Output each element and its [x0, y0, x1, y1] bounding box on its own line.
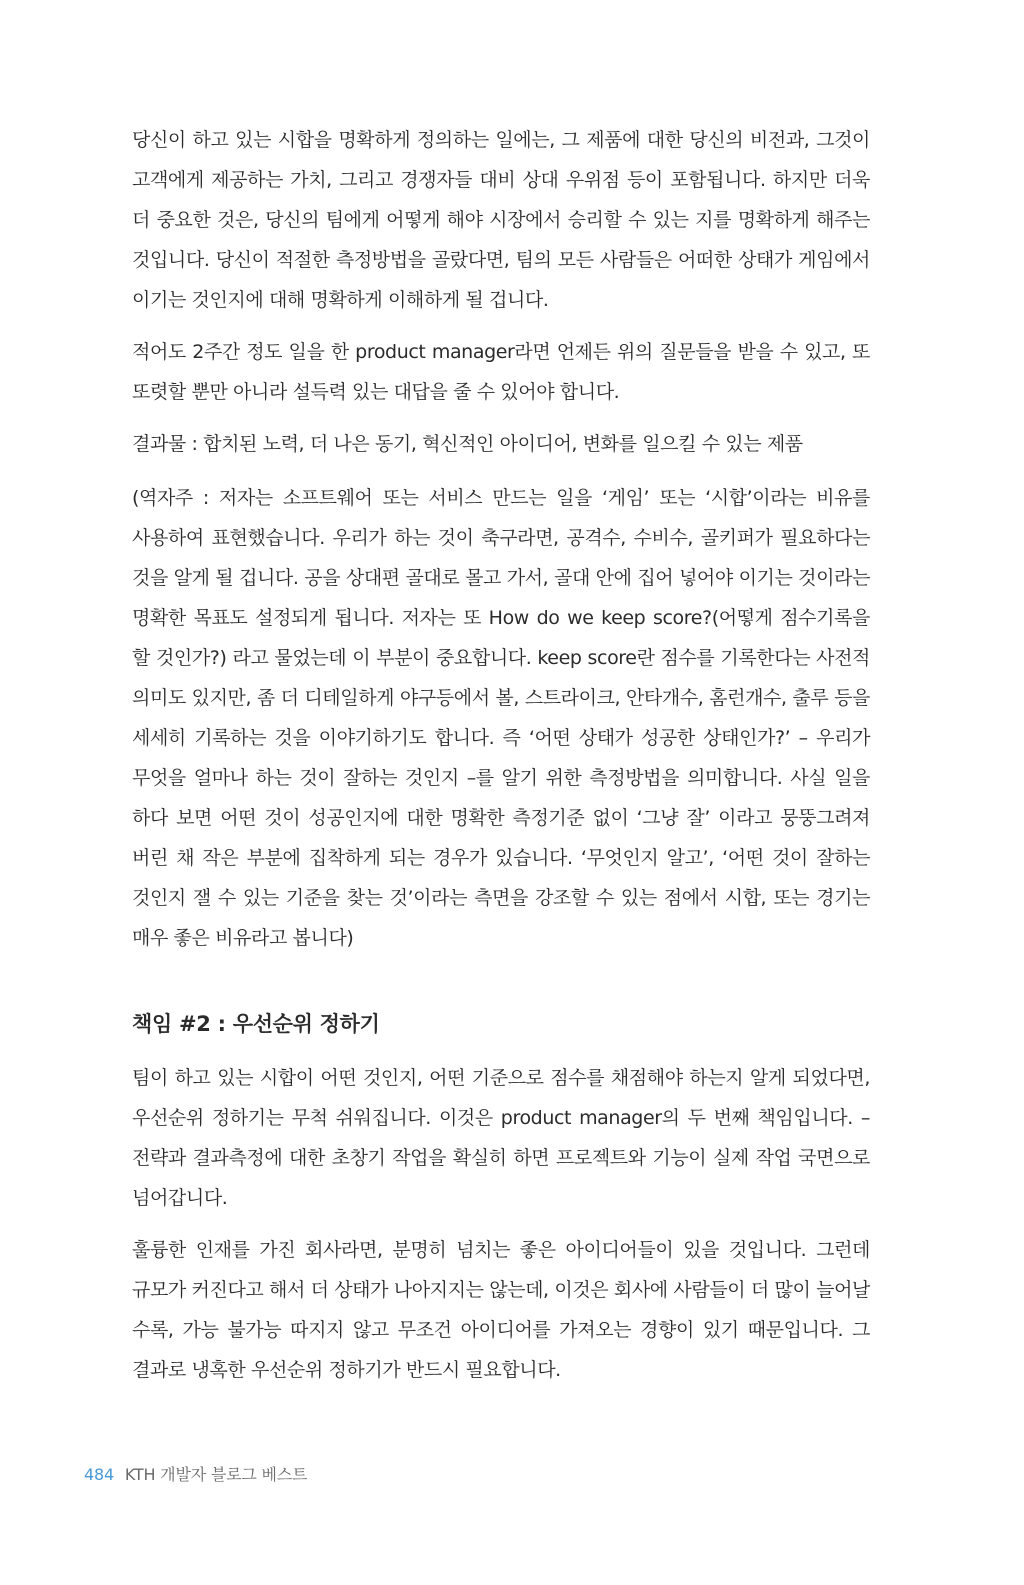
page-number: 484: [84, 1465, 114, 1484]
section-paragraph-1: 팀이 하고 있는 시합이 어떤 것인지, 어떤 기준으로 점수를 채점해야 하는지 알게 되었다면, 우선순위 정하기는 무척 쉬워집니다. 이것은 product manager의 두 번째 책임입니다. – 전략과 결과측정에 대한 초창기 작업을 확실히 하면 프로젝트와 기능이 실제 작업 국면으로 넘어갑니다.: [132, 1067, 870, 1209]
result-line: 결과물 : 합치된 노력, 더 나은 동기, 혁신적인 아이디어, 변화를 일으킬 수 있는 제품: [132, 433, 803, 455]
intro-paragraph-1: 당신이 하고 있는 시합을 명확하게 정의하는 일에는, 그 제품에 대한 당신의 비전과, 그것이 고객에게 제공하는 가치, 그리고 경쟁자들 대비 상대 우위점 등이 포함됩니다. 하지만 더욱 더 중요한 것은, 당신의 팀에게 어떻게 해야 시장에서 승리할 수 있는 지를 명확하게 해주는 것입니다. 당신이 적절한 측정방법을 골랐다면, 팀의 모든 사람들은 어떠한 상태가 게임에서 이기는 것인지에 대해 명확하게 이해하게 될 겁니다.: [132, 129, 870, 311]
translator-note: (역자주 : 저자는 소프트웨어 또는 서비스 만드는 일을 ‘게임’ 또는 ‘시합’이라는 비유를 사용하여 표현했습니다. 우리가 하는 것이 축구라면, 공격수, 수비수, 골키퍼가 필요하다는 것을 알게 될 겁니다. 공을 상대편 골대로 몰고 가서, 골대 안에 집어 넣어야 이기는 것이라는 명확한 목표도 설정되게 됩니다. 저자는 또 How do we keep score?(어떻게 점수기록을 할 것인가?) 라고 물었는데 이 부분이 중요합니다. keep score란 점수를 기록한다는 사전적 의미도 있지만, 좀 더 디테일하게 야구등에서 볼, 스트라이크, 안타개수, 홈런개수, 출루 등을 세세히 기록하는 것을 이야기하기도 합니다. 즉 ‘어떤 상태가 성공한 상태인가?’ – 우리가 무엇을 얼마나 하는 것이 잘하는 것인지 –를 알기 위한 측정방법을 의미합니다. 사실 일을 하다 보면 어떤 것이 성공인지에 대한 명확한 측정기준 없이 ‘그냥 잘’ 이라고 뭉뚱그려져 버린 채 작은 부분에 집착하게 되는 경우가 있습니다. ‘무엇인지 알고’, ‘어떤 것이 잘하는 것인지 잴 수 있는 기준을 찾는 것’이라는 측면을 강조할 수 있는 점에서 시합, 또는 경기는 매우 좋은 비유라고 봅니다): [132, 487, 870, 949]
section-heading: 책임 #2 : 우선순위 정하기: [132, 1012, 380, 1036]
section-paragraph-2: 훌륭한 인재를 가진 회사라면, 분명히 넘치는 좋은 아이디어들이 있을 것입니다. 그런데 규모가 커진다고 해서 더 상태가 나아지지는 않는데, 이것은 회사에 사람들이 더 많이 늘어날 수록, 가능 불가능 따지지 않고 무조건 아이디어를 가져오는 경향이 있기 때문입니다. 그 결과로 냉혹한 우선순위 정하기가 반드시 필요합니다.: [132, 1239, 870, 1381]
intro-paragraph-2: 적어도 2주간 정도 일을 한 product manager라면 언제든 위의 질문들을 받을 수 있고, 또 또렷할 뿐만 아니라 설득력 있는 대답을 줄 수 있어야 합니다.: [132, 341, 870, 403]
book-title: KTH 개발자 블로그 베스트: [124, 1465, 308, 1484]
page-content: [132, 120, 870, 1402]
page-footer: [84, 1462, 307, 1485]
